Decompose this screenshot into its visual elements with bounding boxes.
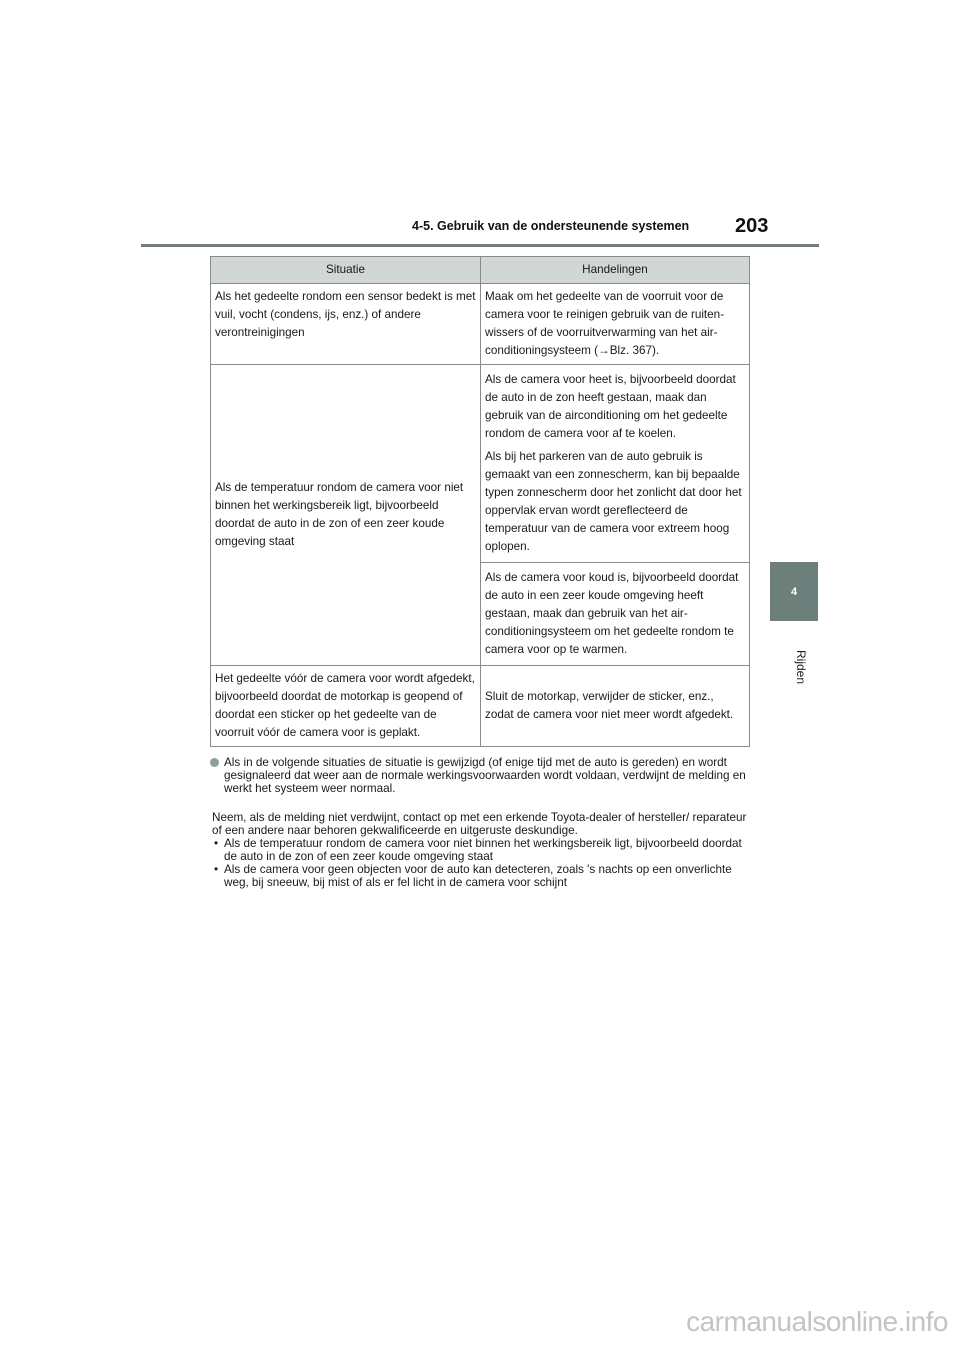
table-header-row — [211, 257, 750, 284]
situation-table — [210, 256, 750, 747]
action-text: Als bij het parkeren van de auto gebruik is gemaakt van een zonnescherm, kan bij bepaalde typen zonnescherm door het zonlicht dat door het oppervlak ervan wordt gereflecteerd de temperatuur van de camera voor extreem hoog oplopen. — [485, 450, 742, 553]
list-item — [212, 837, 752, 863]
list-item-text: Als de temperatuur rondom de camera voor niet binnen het werkingsbereik ligt, bijvoorbeeld doordat de auto in de zon of een zeer koude omgeving staat — [224, 837, 742, 863]
situation-cell: Het gedeelte vóór de camera voor wordt afgedekt, bijvoorbeeld doordat de motorkap is geopend of doordat een sticker op het gedeelte van de voorruit vóór de camera voor is geplakt. — [211, 666, 481, 747]
header-handelingen: Handelingen — [481, 257, 750, 284]
action-cell — [481, 666, 750, 747]
chapter-number: 4 — [790, 585, 798, 598]
header-rule — [141, 244, 819, 247]
note-text: Als in de volgende situaties de situatie is gewijzigd (of enige tijd met de auto is gereden) en wordt gesignaleerd dat weer aan de normale werkingsvoorwaarden wordt voldaan, verdwijnt de melding en werkt het systeem weer normaal. — [224, 756, 746, 795]
action-cell — [481, 365, 750, 563]
action-cell — [481, 563, 750, 666]
table-row — [211, 365, 750, 563]
list-item-text: Als de camera voor geen objecten voor de auto kan detecteren, zoals 's nachts op een onverlichte weg, bij sneeuw, bij mist of als er fel licht in de camera voor schijnt — [224, 863, 732, 889]
action-text: Sluit de motorkap, verwijder de sticker, enz., zodat de camera voor niet meer wordt afgedekt. — [485, 690, 734, 721]
watermark: carmanualsonline.info — [686, 1306, 948, 1337]
list-item — [212, 863, 752, 889]
condition-list — [212, 837, 752, 889]
section-title: 4-5. Gebruik van de ondersteunende systemen — [412, 219, 690, 233]
action-text: Als de camera voor koud is, bijvoorbeeld doordat de auto in een zeer koude omgeving heeft gestaan, maak dan gebruik van het airconditioningsysteem om het gedeelte rondom te camera voor op te warmen. — [485, 571, 739, 656]
bullet-icon: • — [214, 863, 219, 876]
action-cell — [481, 284, 750, 365]
situation-cell: Als het gedeelte rondom een sensor bedekt is met vuil, vocht (condens, ijs, enz.) of andere verontreinigingen — [211, 284, 481, 365]
table-row — [211, 284, 750, 365]
page-number: 203 — [735, 215, 769, 237]
note-block — [212, 756, 752, 795]
body-paragraph: Neem, als de melding niet verdwijnt, contact op met een erkende Toyota-dealer of hersteller/ reparateur of een andere naar behoren gekwalificeerde en uitgeruste deskundige. — [212, 811, 747, 837]
chapter-tab[interactable] — [770, 562, 818, 621]
bullet-icon: • — [214, 837, 219, 850]
table-row — [211, 666, 750, 747]
chapter-label: Rijden — [794, 650, 808, 685]
body-block — [212, 811, 752, 889]
header-situatie: Situatie — [211, 257, 481, 284]
circle-bullet-icon — [210, 758, 219, 767]
action-text: Als de camera voor heet is, bijvoorbeeld doordat de auto in de zon heeft gestaan, maak dan gebruik van de airconditioning om het gedeelte rondom de camera voor af te koelen. — [485, 373, 736, 440]
situation-cell: Als de temperatuur rondom de camera voor niet binnen het werkingsbereik ligt, bijvoorbeeld doordat de auto in de zon of een zeer koude omgeving staat — [211, 365, 481, 666]
action-text: Maak om het gedeelte van de voorruit voor de camera voor te reinigen gebruik van de ruitenwissers of de voorruitverwarming van het airconditioningsysteem (→Blz. 367). — [485, 290, 725, 357]
